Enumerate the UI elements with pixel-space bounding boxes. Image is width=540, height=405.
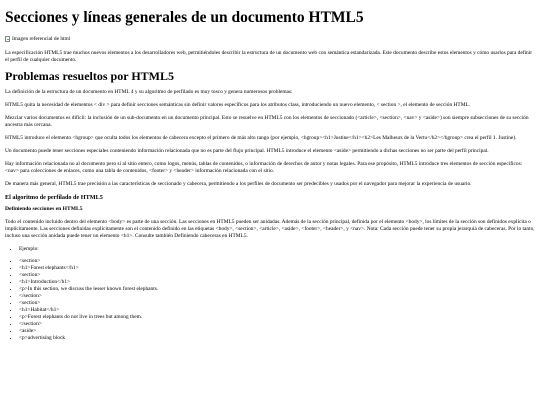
code-line: • <aside> [19,328,535,335]
code-line: • <h1>Habitat</h1> [19,307,535,314]
section-heading-problems: Problemas resueltos por HTML5 [5,69,174,84]
paragraph: Hay información relacionada no al documento pero sí al sitio entero, como logos, menús, tablas de contenidos, o información de derechos de autor y notas legales. Para ese propósito, HTML5 introduce tres elementos de sección específicos: <nav> para colecciones de enlaces, como una tabla de contenidos, <footer> y <header> información relacionada con el sitio. [5,161,523,175]
paragraph: De manera más general, HTML5 trae precisión a las características de seccionado y cabecera, permitiendo a los perfiles de documento ser predecibles y usados por el navegador para mejorar la experiencia de usuario. [5,181,472,188]
paragraph: Un documento puede tener secciones especiales conteniendo información relacionada que no es parte del flujo principal. HTML5 introduce el elemento <aside> permitiendo a dichas secciones no ser parte del perfil principal. [5,148,489,155]
sections-paragraph: Todo el contenido incluido dentro del elemento <body> es parte de una sección. Las secciones en HTML5 pueden ser anidadas. Además de la sección principal, definida por el elemento <body>, los límites de la sección son definidos explícita o implícitamente. Las secciones definidas explícitamente son el contenido definido en las etiquetas <body>, <section>, <article>, <aside>, <footer>, <header>, y <nav>. Nota: Cada sección puede tener su propia jerarquía de cabeceras. Por lo tanto, incluso una sección anidada puede tener un elemento <h1>. Consulte también Definiendo cabeceras en HTML5. [5,219,535,240]
paragraph: HTML5 quita la necesidad de elementos < div > para definir secciones semánticas sin definir valores específicos para los atributos class, introduciendo un nuevo elemento, < section >, el elemento de sección HTML. [5,102,471,109]
paragraph: Mezclar varios documentos es difícil: la inclusión de un sub-documento en un documento principal. Esto se resuelve en HTML5 con los elementos de seccionado (<article>, <section>, <nav> y <aside>) son siempre subsecciones de su sección ancestra más cercana. [5,115,529,129]
subheading-defining-sections: Definiendo secciones en HTML5 [5,206,83,213]
example-label: • Ejemplo: [19,246,535,253]
code-example-list [5,258,535,342]
broken-image [5,35,535,43]
code-line: • <p>Forest elephants do not live in trees but among them. [19,314,535,321]
code-line: • </section> [19,321,535,328]
code-line: • </section> [19,293,535,300]
example-list [5,246,535,253]
code-line: • <h1>Introduction</h1> [19,279,535,286]
subheading-algorithm: El algoritmo de perfilado de HTML5 [5,194,103,202]
code-line: • <h1>Forest elephants</h1> [19,265,535,272]
paragraph: La definición de la estructura de un documento en HTML 4 y su algoritmo de perfilado es muy tosco y genera numerosos problemas: [5,89,293,96]
broken-image-icon [5,36,10,42]
code-line: • <section> [19,300,535,307]
code-line: • <section> [19,272,535,279]
code-line: • <p>In this section, we discuss the lesser known forest elephants. [19,286,535,293]
intro-paragraph: La especificación HTML5 trae muchos nuevos elementos a los desarrolladores web, permitiéndoles describir la estructura de un documento web con semántica estandarizada. Este documento describe estos elementos y cómo usarlos para definir el perfil de cualquier documento. [5,50,533,64]
paragraph: HTML5 introduce el elemento <hgroup> que oculta todos los elementos de cabecera excepto el primero de más alto rango (por ejemplo, <hgroup><h1>Justine</h1><h2>Les Malheurs de la Vertu</h2></hgroup> crea el perfil 1. Justine). [5,135,517,142]
code-line: • <section> [19,258,535,265]
page-title: Secciones y líneas generales de un documento HTML5 [5,9,364,26]
image-alt-text: Imagen referencial de html [12,36,71,43]
code-line: • <p>advertising block [19,335,535,342]
